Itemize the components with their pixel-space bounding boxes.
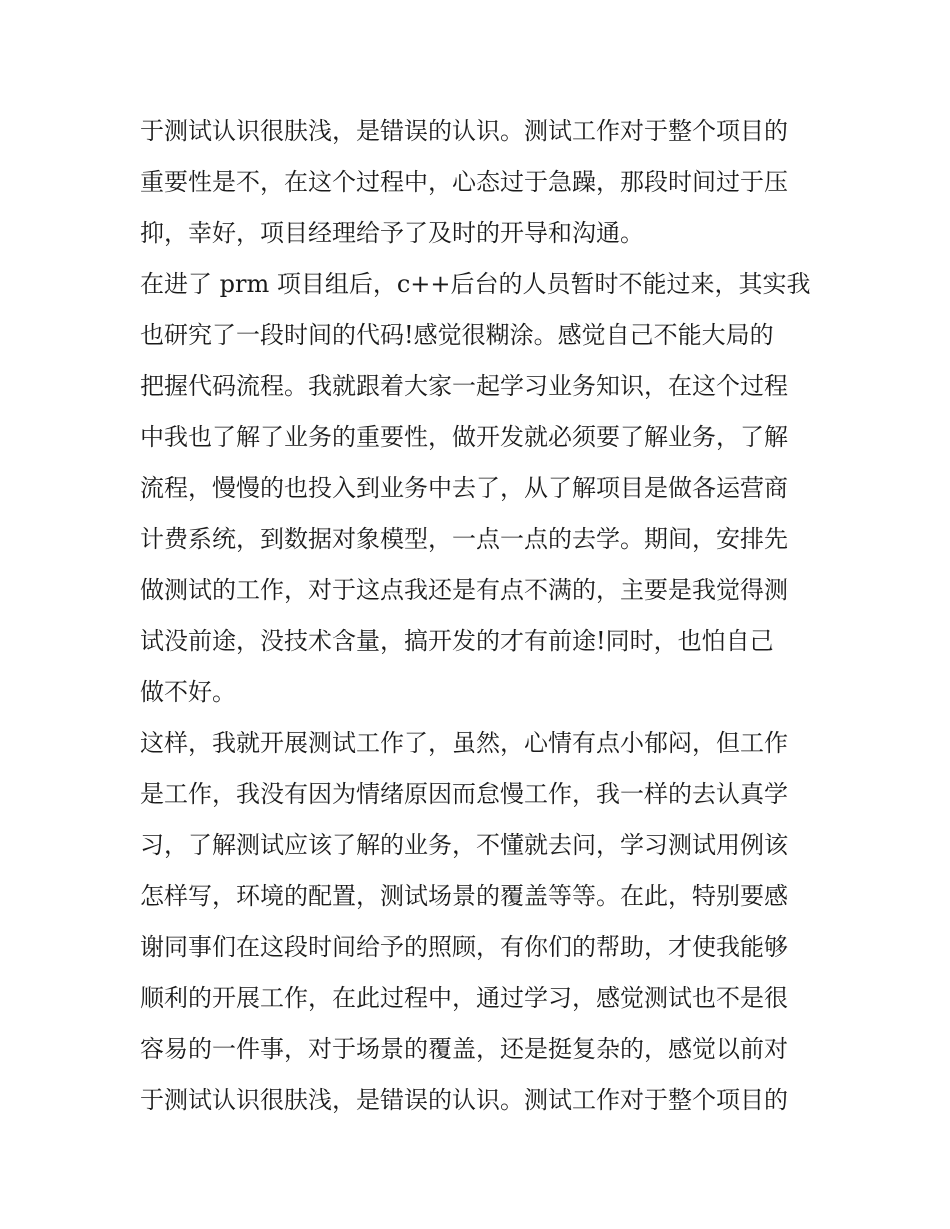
body-text	[140, 106, 820, 1126]
text-line: 计费系统，到数据对象模型，一点一点的去学。期间，安排先	[140, 525, 788, 553]
text-line: 怎样写，环境的配置，测试场景的覆盖等等。在此，特别要感	[140, 882, 788, 910]
text-line: 谢同事们在这段时间给予的照顾，有你们的帮助，才使我能够	[140, 933, 788, 961]
text-line: 流程，慢慢的也投入到业务中去了，从了解项目是做各运营商	[140, 474, 788, 502]
text-line: 容易的一件事，对于场景的覆盖，还是挺复杂的，感觉以前对	[140, 1035, 788, 1063]
text-line: 习，了解测试应该了解的业务，不懂就去问，学习测试用例该	[140, 831, 788, 859]
text-line: 于测试认识很肤浅，是错误的认识。测试工作对于整个项目的	[140, 1086, 788, 1114]
text-line: 这样，我就开展测试工作了，虽然，心情有点小郁闷，但工作	[140, 729, 788, 757]
text-line: 顺利的开展工作，在此过程中，通过学习，感觉测试也不是很	[140, 984, 788, 1012]
text-line: 在进了 prm 项目组后，c++后台的人员暂时不能过来，其实我	[140, 270, 811, 298]
text-line: 重要性是不，在这个过程中，心态过于急躁，那段时间过于压	[140, 168, 788, 196]
text-line: 做不好。	[140, 678, 236, 706]
text-line: 做测试的工作，对于这点我还是有点不满的，主要是我觉得测	[140, 576, 788, 604]
text-line: 也研究了一段时间的代码!感觉很糊涂。感觉自己不能大局的	[140, 321, 774, 349]
text-line: 试没前途，没技术含量，搞开发的才有前途!同时，也怕自己	[140, 627, 774, 655]
text-line: 抑，幸好，项目经理给予了及时的开导和沟通。	[140, 219, 644, 247]
text-line: 把握代码流程。我就跟着大家一起学习业务知识，在这个过程	[140, 372, 788, 400]
text-line: 中我也了解了业务的重要性，做开发就必须要了解业务，了解	[140, 423, 788, 451]
text-line: 于测试认识很肤浅，是错误的认识。测试工作对于整个项目的	[140, 117, 788, 145]
text-line: 是工作，我没有因为情绪原因而怠慢工作，我一样的去认真学	[140, 780, 788, 808]
